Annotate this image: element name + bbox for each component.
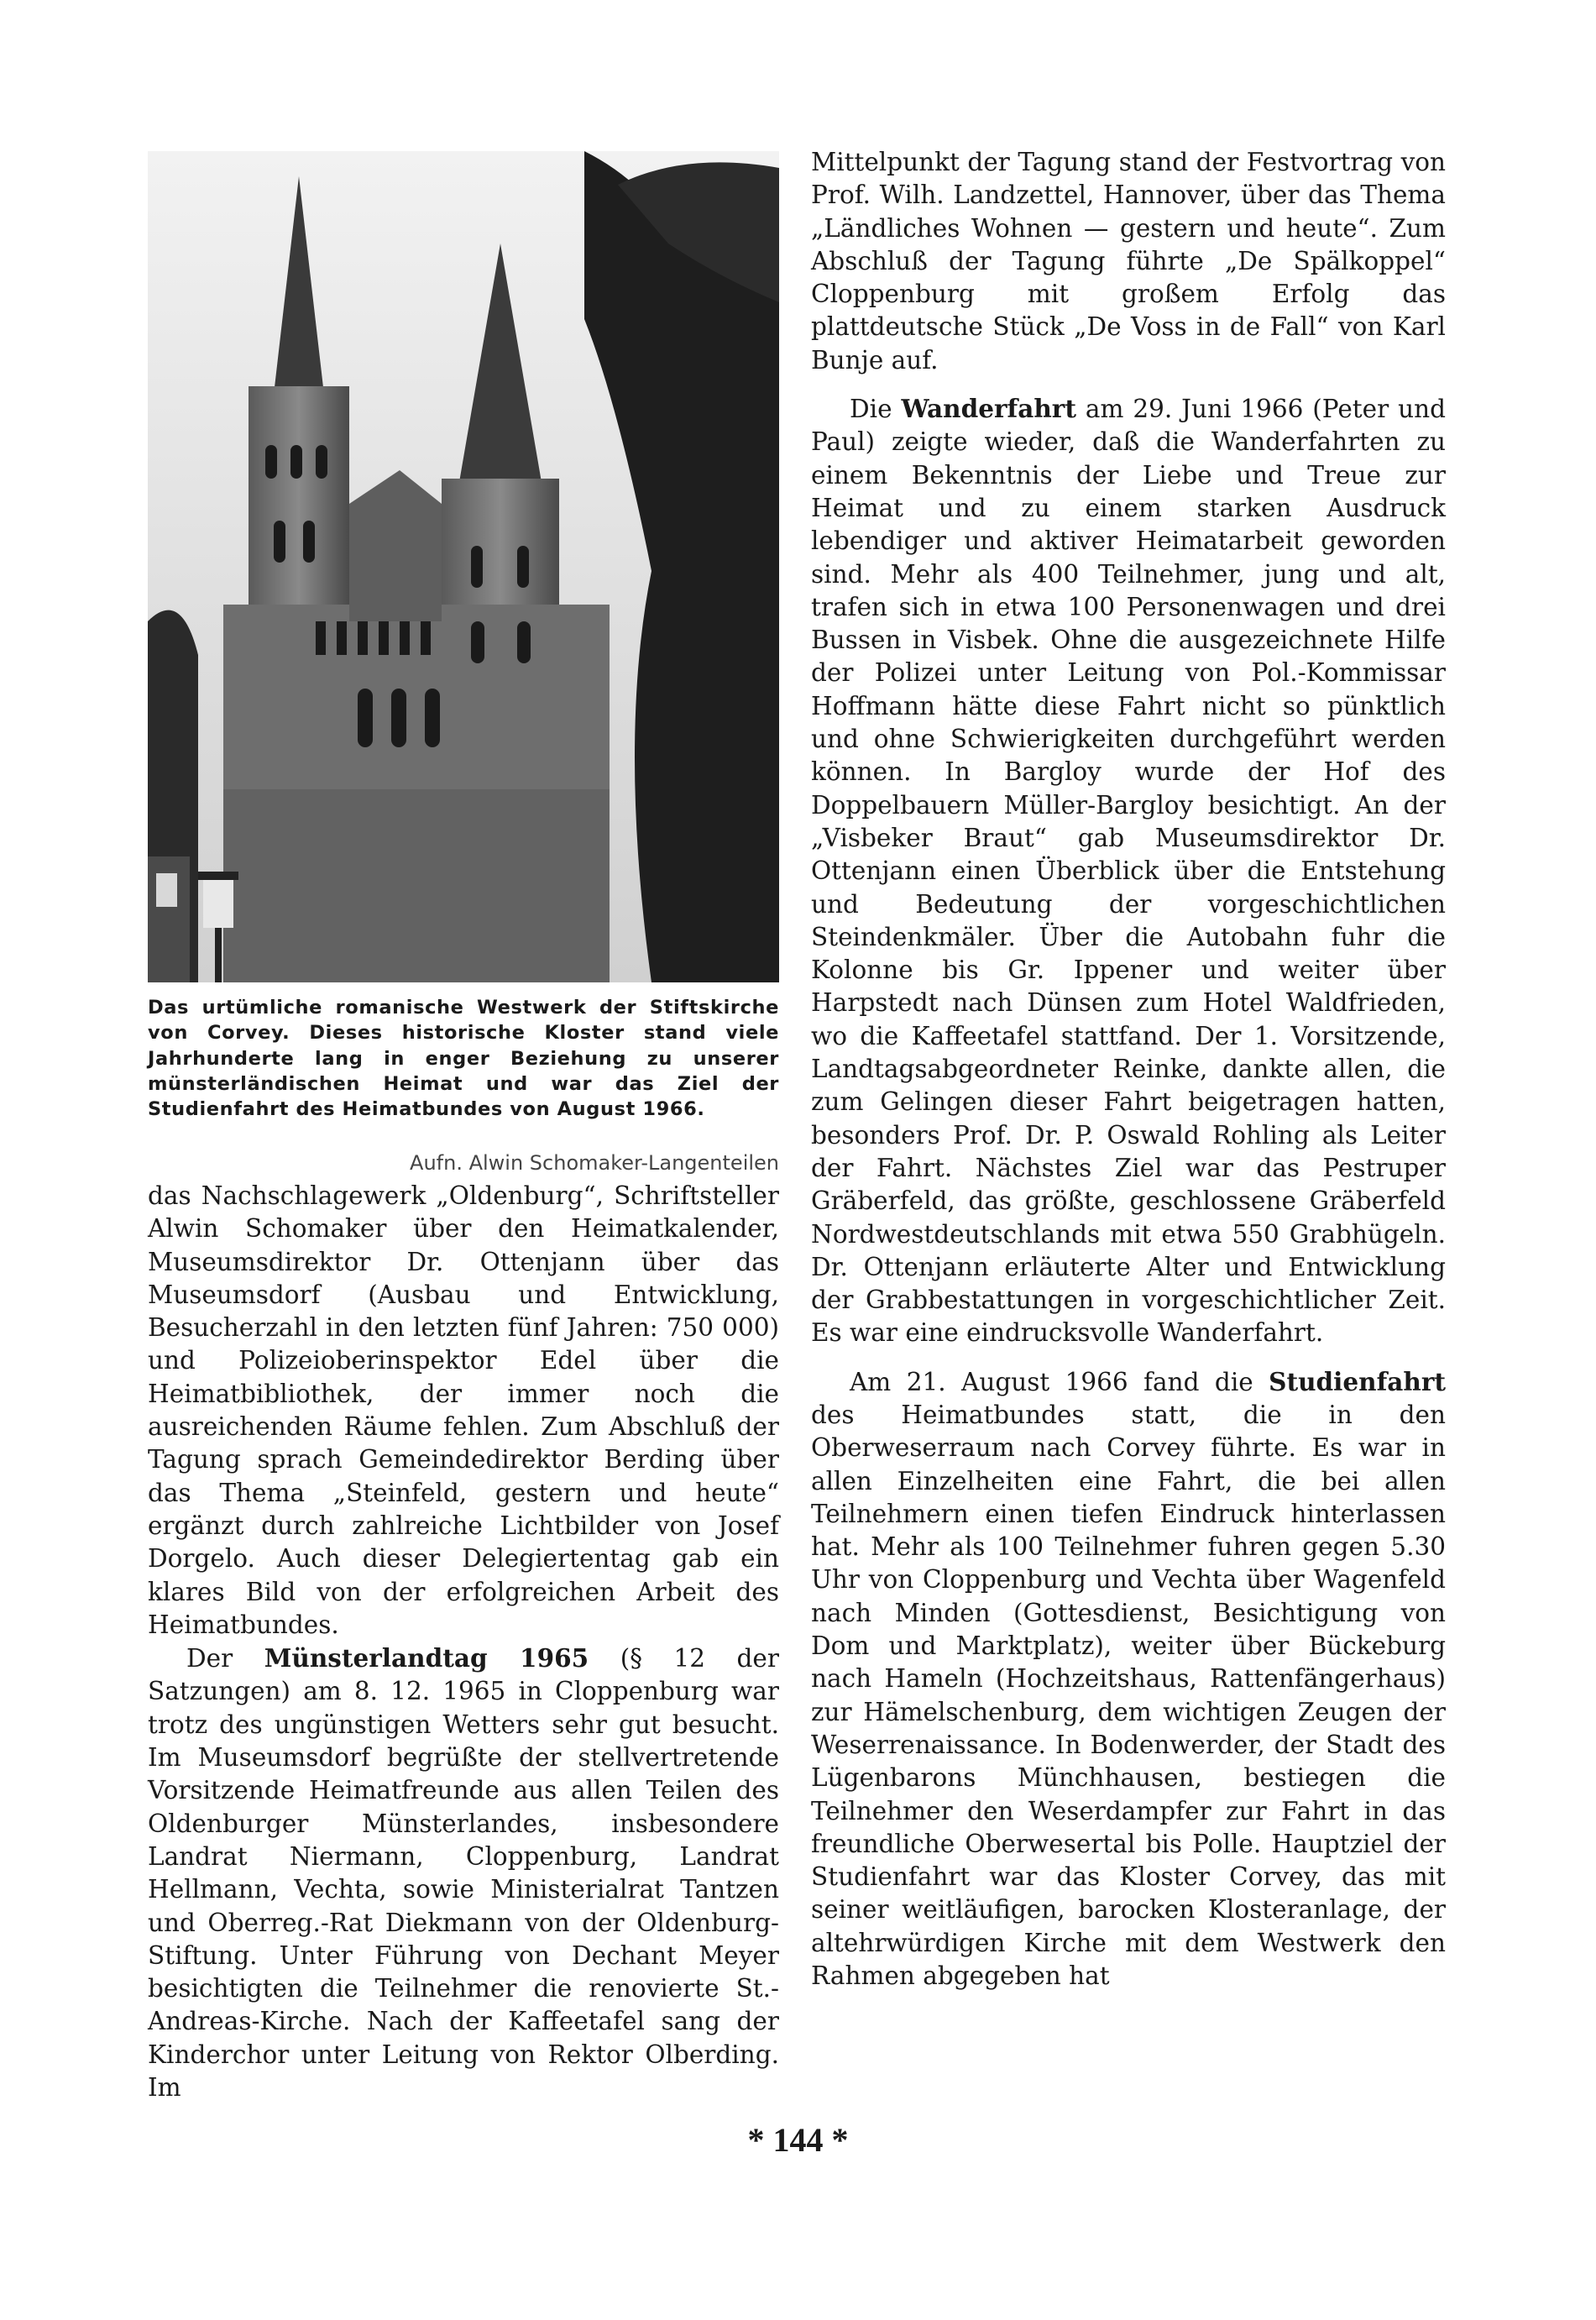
left-column (148, 1180, 779, 2104)
right-column (811, 146, 1446, 1993)
right-paragraph-1: Mittelpunkt der Tagung stand der Festvortrag von Prof. Wilh. Landzettel, Hannover, über das Thema „Ländliches Wohnen — gestern und heute“. Zum Abschluß der Tagung führte „De Spälkoppel“ Cloppenburg mit großem Erfolg das plattdeutsche Stück „De Voss in de Fall“ von Karl Bunje auf. (811, 148, 1446, 374)
right-paragraph-3: Am 21. August 1966 fand die Studienfahrt des Heimatbundes statt, die in den Oberweserraum nach Corvey führte. Es war in allen Einzelheiten eine Fahrt, die bei allen Teilnehmern einen tiefen Eindruck hinterlassen hat. Mehr als 100 Teilnehmer fuhren gegen 5.30 Uhr von Cloppenburg und Vechta über Wagenfeld nach Minden (Gottesdienst, Besichtigung von Dom und Marktplatz), weiter über Bückeburg nach Hameln (Hochzeitshaus, Rattenfängerhaus) zur Hämelschenburg, dem wichtigen Zeugen der Weserrenaissance. In Bodenwerder, der Stadt des Lügenbarons Münchhausen, bestiegen die Teilnehmer den Weserdampfer zur Fahrt in das freundliche Oberwesertal bis Polle. Hauptziel der Studienfahrt war das Kloster Corvey, das mit seiner weitläufigen, barocken Klosteranlage, der altehrwürdigen Kirche mit dem Westwerk den Rahmen abgegeben hat (811, 1366, 1446, 1991)
church-photo-icon (148, 151, 779, 982)
left-paragraph-1: das Nachschlagewerk „Oldenburg“, Schriftsteller Alwin Schomaker über den Heimatkalender, Museumsdirektor Dr. Ottenjann über das Museumsdorf (Ausbau und Entwicklung, Besucherzahl in den letzten fünf Jahren: 750 000) und Polizeioberinspektor Edel über die Heimatbibliothek, der immer noch die ausreichenden Räume fehlen. Zum Abschluß der Tagung sprach Gemeindedirektor Berding über das Thema „Steinfeld, gestern und heute“ ergänzt durch zahlreiche Lichtbilder von Josef Dorgelo. Auch dieser Delegiertentag gab ein klares Bild von der erfolgreichen Arbeit des Heimatbundes. (148, 1181, 779, 1639)
church-photo (148, 151, 779, 982)
studienfahrt-heading: Studienfahrt (1269, 1366, 1446, 1396)
photo-credit: Aufn. Alwin Schomaker-Langenteilen (410, 1151, 779, 1175)
muensterlandtag-heading: Münsterlandtag 1965 (264, 1643, 589, 1673)
page-number: * 144 * (747, 2121, 849, 2159)
photo-caption: Das urtümliche romanische Westwerk der Stiftskirche von Corvey. Dieses historische Kloster stand viele Jahrhunderte lang in enger Beziehung zu unserer münsterländischen Heimat und war das Ziel der Studienfahrt des Heimatbundes von August 1966. (148, 997, 779, 1121)
right-paragraph-2: Die Wanderfahrt am 29. Juni 1966 (Peter und Paul) zeigte wieder, daß die Wanderfahrten zu einem Bekenntnis der Liebe und Treue zur Heimat und zu einem starken Ausdruck lebendiger und aktiver Heimatarbeit geworden sind. Mehr als 400 Teilnehmer, jung und alt, trafen sich in etwa 100 Personenwagen und drei Bussen in Visbek. Ohne die ausgezeichnete Hilfe der Polizei unter Leitung von Pol.-Kommissar Hoffmann hätte diese Fahrt nicht so pünktlich und ohne Schwierigkeiten durchgeführt werden können. In Bargloy wurde der Hof des Doppelbauern Müller-Bargloy besichtigt. An der „Visbeker Braut“ gab Museumsdirektor Dr. Ottenjann einen Überblick über die Entstehung und Bedeutung der vorgeschichtlichen Steindenkmäler. Über die Autobahn fuhr die Kolonne bis Gr. Ippener und weiter über Harpstedt nach Dünsen zum Hotel Waldfrieden, wo die Kaffeetafel stattfand. Der 1. Vorsitzende, Landtagsabgeordneter Reinke, dankte allen, die zum Gelingen dieser Fahrt beigetragen hatten, besonders Prof. Dr. P. Oswald Rohling als Leiter der Fahrt. Nächstes Ziel war das Pestruper Gräberfeld, das größte, geschlossene Gräberfeld Nordwestdeutschlands mit etwa 550 Grabhügeln. Dr. Ottenjann erläuterte Alter und Entwicklung der Grabbestattungen in vorgeschichtlicher Zeit. Es war eine eindrucksvolle Wanderfahrt. (811, 394, 1446, 1348)
left-paragraph-2: Der Münsterlandtag 1965 (§ 12 der Satzungen) am 8. 12. 1965 in Cloppenburg war trotz des ungünstigen Wetters sehr gut besucht. Im Museumsdorf begrüßte der stellvertretende Vorsitzende Heimatfreunde aus allen Teilen des Oldenburger Münsterlandes, insbesondere Landrat Niermann, Cloppenburg, Landrat Hellmann, Vechta, sowie Ministerialrat Tantzen und Oberreg.-Rat Diekmann von der Oldenburg-Stiftung. Unter Führung von Dechant Meyer besichtigten die Teilnehmer die renovierte St.-Andreas-Kirche. Nach der Kaffeetafel sang der Kinderchor unter Leitung von Rektor Olberding. Im (148, 1643, 779, 2103)
wanderfahrt-heading: Wanderfahrt (901, 394, 1076, 424)
